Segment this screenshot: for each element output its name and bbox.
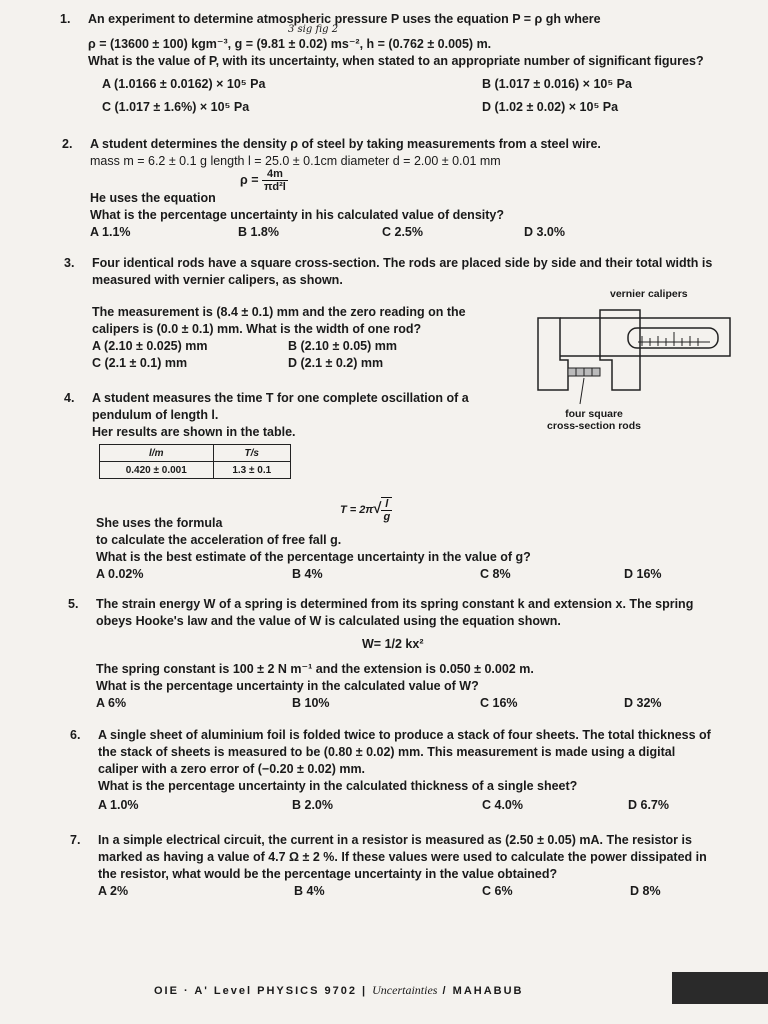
question-text: He uses the equation [90,191,216,205]
option-b: B 4% [294,884,325,898]
option-a: A 6% [96,696,127,710]
footer-separator: / [442,985,448,997]
question-number: 6. [70,728,81,742]
table-header-length: l/m [100,445,214,462]
options-row [96,566,756,583]
equation-lhs: ρ = [240,172,259,187]
square-rods [568,368,600,376]
equation-numerator: 4m [262,168,288,181]
caliper-main-scale [560,318,730,356]
question-6 [70,727,758,814]
question-text: What is the percentage uncertainty in his calculated value of density? [90,208,504,222]
option-c: C (2.1 ± 0.1) mm [92,356,188,370]
options-row [98,797,758,814]
question-text: pendulum of length l. [92,408,219,422]
options-row [90,224,750,241]
option-a: A 2% [98,884,129,898]
options-row [88,99,748,116]
equation-fraction [262,168,288,193]
options-row [98,883,758,900]
question-text: The strain energy W of a spring is determined from its spring constant k and extension x. The spring [96,597,694,611]
question-equation: W= 1/2 kx² [362,637,424,651]
question-text: In a simple electrical circuit, the current in a resistor is measured as (2.50 ± 0.05) mA. The resistor is [98,833,692,847]
option-c: C (1.017 ± 1.6%) × 10⁵ Pa [102,100,250,114]
question-text: measured with vernier calipers, as shown. [92,273,343,287]
option-b: B 1.8% [238,225,279,239]
option-d: D 6.7% [628,798,669,812]
question-number: 5. [68,597,79,611]
question-text: marked as having a value of 4.7 Ω ± 2 %. If these values were used to calculate the power dissipated in [98,850,707,864]
question-4-continued [96,515,756,583]
question-text: obeys Hooke's law and the value of W is calculated using the equation shown. [96,614,561,628]
formula-numerator: l [381,498,392,511]
question-5 [68,596,756,712]
question-number: 4. [64,391,75,405]
option-c: C 6% [482,884,513,898]
question-text: What is the best estimate of the percentage uncertainty in the value of g? [96,550,531,564]
question-text: She uses the formula [96,516,223,530]
question-text: Her results are shown in the table. [92,425,296,439]
footer-course: OIE · A' Level PHYSICS 9702 | [154,985,368,997]
option-d: D 8% [630,884,661,898]
question-number: 2. [62,137,73,151]
option-d: D (1.02 ± 0.02) × 10⁵ Pa [482,100,619,114]
footer-topic: Uncertainties [372,983,438,997]
question-2 [62,136,750,241]
question-number: 7. [70,833,81,847]
handwritten-note: 3 sig fig 2 [288,24,339,35]
question-4 [64,390,752,441]
question-1 [60,11,748,116]
figure-label-rods-line2: cross-section rods [547,420,641,432]
question-text: What is the value of P, with its uncertainty, when stated to an appropriate number of significant figures? [88,54,704,68]
option-b: B (2.10 ± 0.05) mm [288,339,397,353]
pendulum-formula: T = 2π√ $\frac{l}{g}$ [340,498,391,523]
option-d: D 16% [624,567,662,581]
formula-denominator: g [383,511,391,523]
option-c: C 4.0% [482,798,523,812]
option-c: C 16% [480,696,518,710]
equation-denominator: πd²l [264,181,286,193]
question-text: caliper with a zero error of (−0.20 ± 0.02) mm. [98,762,366,776]
pendulum-data-table [99,444,291,479]
question-number: 1. [60,12,71,26]
option-b: B (1.017 ± 0.016) × 10⁵ Pa [482,77,632,91]
table-cell-length: 0.420 ± 0.001 [100,462,214,479]
option-a: A 1.1% [90,225,131,239]
option-a: A (2.10 ± 0.025) mm [92,339,208,353]
footer-author: MAHABUB [452,985,524,997]
question-text: calipers is (0.0 ± 0.1) mm. What is the width of one rod? [92,322,422,336]
density-equation [240,168,288,193]
option-c: C 8% [480,567,511,581]
question-text: The spring constant is 100 ± 2 N m⁻¹ and the extension is 0.050 ± 0.002 m. [96,662,534,676]
question-number: 3. [64,256,75,270]
question-text: mass m = 6.2 ± 0.1 g length l = 25.0 ± 0.1cm diameter d = 2.00 ± 0.01 mm [90,154,501,168]
option-b: B 4% [292,567,323,581]
table-header-period: T/s [213,445,291,462]
question-text: A student measures the time T for one complete oscillation of a [92,391,469,405]
option-c: C 2.5% [382,225,423,239]
option-a: A 0.02% [96,567,144,581]
question-text: The measurement is (8.4 ± 0.1) mm and the zero reading on the [92,305,466,319]
question-text: An experiment to determine atmospheric pressure P uses the equation P = ρ gh where [88,12,601,26]
table-row [100,462,291,479]
page-footer [154,983,523,998]
option-b: B 2.0% [292,798,333,812]
figure-label-calipers: vernier calipers [610,288,688,300]
question-text: What is the percentage uncertainty in the calculated thickness of a single sheet? [98,779,578,793]
question-7 [70,832,758,900]
option-a: A 1.0% [98,798,139,812]
option-b: B 10% [292,696,330,710]
option-d: D 3.0% [524,225,565,239]
footer-logo-block [672,972,768,1004]
question-text: to calculate the acceleration of free fall g. [96,533,342,547]
question-text: A single sheet of aluminium foil is folded twice to produce a stack of four sheets. The total thickness of [98,728,711,742]
question-text: A student determines the density ρ of steel by taking measurements from a steel wire. [90,137,601,151]
caliper-sliding-jaw [600,310,640,390]
option-d: D 32% [624,696,662,710]
formula-lhs: T = 2π [340,503,374,516]
option-a: A (1.0166 ± 0.0162) × 10⁵ Pa [102,77,266,91]
table-cell-period: 1.3 ± 0.1 [213,462,291,479]
question-text: Four identical rods have a square cross-section. The rods are placed side by side and their total width is [92,256,713,270]
options-row [96,695,756,712]
figure-label-rods-line1: four square [565,408,623,420]
question-text: the resistor, what would be the percentage uncertainty in the value obtained? [98,867,558,881]
table-header-row [100,445,291,462]
options-row [88,76,748,93]
question-text: ρ = (13600 ± 100) kgm⁻³, g = (9.81 ± 0.02) ms⁻², h = (0.762 ± 0.005) m. [88,37,492,51]
caliper-fixed-jaw [538,318,568,390]
option-d: D (2.1 ± 0.2) mm [288,356,384,370]
question-text: What is the percentage uncertainty in the calculated value of W? [96,679,479,693]
question-text: the stack of sheets is measured to be (0.80 ± 0.02) mm. This measurement is made using a digital [98,745,676,759]
